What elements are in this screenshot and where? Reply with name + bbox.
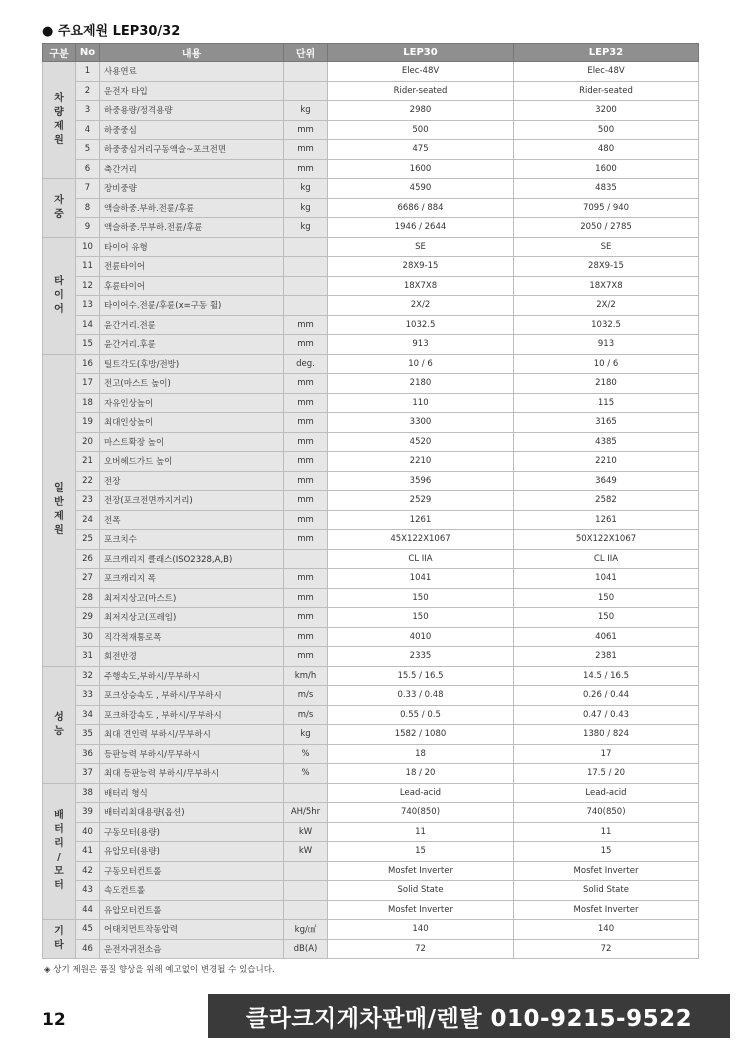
row-unit: mm [284,374,328,394]
table-row [43,471,699,491]
table-row [43,783,699,803]
row-value-lep30: 913 [328,335,514,355]
row-value-lep32: 4061 [514,627,699,647]
row-value-lep32: 115 [514,393,699,413]
row-value-lep30: Elec-48V [328,62,514,82]
row-value-lep32: 15 [514,842,699,862]
row-unit: mm [284,647,328,667]
group-label: 성 능 [43,666,76,783]
row-unit: kg [284,179,328,199]
row-name: 사용연료 [100,62,284,82]
row-value-lep32: 140 [514,920,699,940]
row-number: 7 [76,179,100,199]
row-name: 타이어 유형 [100,237,284,257]
row-name: 최대 견인력 부하시/무부하시 [100,725,284,745]
table-row [43,939,699,959]
row-value-lep32: 28X9-15 [514,257,699,277]
row-name: 최저지상고(마스트) [100,588,284,608]
table-row [43,647,699,667]
row-number: 2 [76,81,100,101]
table-row [43,452,699,472]
row-value-lep30: 15 [328,842,514,862]
row-name: 운전자귀전소음 [100,939,284,959]
row-value-lep32: 14.5 / 16.5 [514,666,699,686]
table-row [43,413,699,433]
row-name: 전장 [100,471,284,491]
row-value-lep30: 10 / 6 [328,354,514,374]
row-value-lep30: 150 [328,608,514,628]
row-value-lep32: 4385 [514,432,699,452]
row-value-lep32: 17 [514,744,699,764]
row-name: 전륜타이어 [100,257,284,277]
row-value-lep32: 50X122X1067 [514,530,699,550]
row-name: 액슬하중.무부하.전륜/후륜 [100,218,284,238]
row-number: 37 [76,764,100,784]
row-unit: mm [284,140,328,160]
row-value-lep30: Rider-seated [328,81,514,101]
row-value-lep30: 1946 / 2644 [328,218,514,238]
row-name: 자유인상높이 [100,393,284,413]
row-unit: mm [284,159,328,179]
table-row [43,627,699,647]
row-number: 26 [76,549,100,569]
row-value-lep32: 2050 / 2785 [514,218,699,238]
row-name: 주행속도,부하시/무부하시 [100,666,284,686]
row-number: 30 [76,627,100,647]
row-unit [284,783,328,803]
table-row [43,257,699,277]
row-number: 41 [76,842,100,862]
row-name: 포크치수 [100,530,284,550]
row-value-lep32: 1032.5 [514,315,699,335]
row-value-lep30: 4590 [328,179,514,199]
row-value-lep30: 1032.5 [328,315,514,335]
row-value-lep32: 2381 [514,647,699,667]
table-row [43,432,699,452]
table-row [43,881,699,901]
row-unit [284,81,328,101]
row-name: 축간거리 [100,159,284,179]
row-unit: % [284,764,328,784]
row-number: 39 [76,803,100,823]
row-name: 장비중량 [100,179,284,199]
row-value-lep32: 150 [514,588,699,608]
row-value-lep30: 6686 / 884 [328,198,514,218]
row-name: 포크캐리지 폭 [100,569,284,589]
row-name: 최저지상고(프레임) [100,608,284,628]
table-row [43,764,699,784]
row-number: 43 [76,881,100,901]
table-row [43,393,699,413]
row-unit: mm [284,335,328,355]
row-unit: kW [284,842,328,862]
row-value-lep32: 1261 [514,510,699,530]
row-unit: mm [284,413,328,433]
table-row [43,530,699,550]
row-value-lep30: 475 [328,140,514,160]
table-header-row [43,44,699,62]
row-value-lep30: 140 [328,920,514,940]
table-row [43,920,699,940]
row-unit: mm [284,530,328,550]
table-row [43,608,699,628]
row-value-lep30: Lead-acid [328,783,514,803]
group-label: 일 반 제 원 [43,354,76,666]
row-value-lep30: 2529 [328,491,514,511]
table-row [43,900,699,920]
row-value-lep30: 150 [328,588,514,608]
row-number: 13 [76,296,100,316]
row-value-lep32: 3200 [514,101,699,121]
row-unit: mm [284,627,328,647]
table-row [43,101,699,121]
row-value-lep30: 110 [328,393,514,413]
row-number: 15 [76,335,100,355]
row-value-lep30: 1582 / 1080 [328,725,514,745]
row-name: 유압모터컨트롤 [100,900,284,920]
row-value-lep30: 0.55 / 0.5 [328,705,514,725]
row-value-lep32: 740(850) [514,803,699,823]
row-name: 윤간거리.후륜 [100,335,284,355]
row-number: 33 [76,686,100,706]
row-value-lep30: 28X9-15 [328,257,514,277]
table-row [43,510,699,530]
contact-banner: 클라크지게차판매/렌탈 010-9215-9522 [208,994,730,1038]
row-number: 8 [76,198,100,218]
table-row [43,81,699,101]
row-value-lep30: 0.33 / 0.48 [328,686,514,706]
table-row [43,569,699,589]
row-value-lep32: 4835 [514,179,699,199]
table-row [43,374,699,394]
row-unit: mm [284,393,328,413]
row-name: 어태치먼트작동압력 [100,920,284,940]
row-name: 윤간거리.전륜 [100,315,284,335]
table-row [43,140,699,160]
row-value-lep30: 4010 [328,627,514,647]
row-value-lep30: 11 [328,822,514,842]
row-value-lep30: SE [328,237,514,257]
row-name: 하중중심 [100,120,284,140]
table-row [43,725,699,745]
row-unit: kg [284,725,328,745]
table-row [43,159,699,179]
row-number: 9 [76,218,100,238]
row-name: 운전자 타입 [100,81,284,101]
table-row [43,666,699,686]
row-value-lep30: 1041 [328,569,514,589]
table-row [43,861,699,881]
row-name: 포크상승속도 , 부하시/무부하시 [100,686,284,706]
row-value-lep32: CL IIA [514,549,699,569]
row-number: 6 [76,159,100,179]
row-value-lep32: Solid State [514,881,699,901]
row-unit: dB(A) [284,939,328,959]
row-name: 구동모터컨트롤 [100,861,284,881]
header-model-lep30: LEP30 [328,44,514,62]
row-value-lep30: 2210 [328,452,514,472]
table-row [43,588,699,608]
row-value-lep30: 1600 [328,159,514,179]
row-unit: km/h [284,666,328,686]
row-value-lep30: 72 [328,939,514,959]
row-unit: mm [284,471,328,491]
row-unit: kg [284,101,328,121]
row-number: 5 [76,140,100,160]
row-unit: m/s [284,705,328,725]
spec-table [42,43,699,959]
row-number: 23 [76,491,100,511]
row-value-lep32: 2582 [514,491,699,511]
table-row [43,842,699,862]
table-row [43,354,699,374]
group-label: 배 터 리 / 모 터 [43,783,76,920]
row-unit [284,861,328,881]
table-row [43,549,699,569]
row-value-lep32: 11 [514,822,699,842]
row-value-lep32: 18X7X8 [514,276,699,296]
row-name: 포크하강속도 , 부하시/무부하시 [100,705,284,725]
table-row [43,686,699,706]
row-number: 1 [76,62,100,82]
row-value-lep30: 18 [328,744,514,764]
row-name: 전폭 [100,510,284,530]
row-value-lep32: 0.47 / 0.43 [514,705,699,725]
row-unit: kW [284,822,328,842]
row-unit [284,62,328,82]
row-unit: % [284,744,328,764]
row-value-lep32: 150 [514,608,699,628]
row-value-lep30: 15.5 / 16.5 [328,666,514,686]
header-unit: 단위 [284,44,328,62]
row-name: 전장(포크전면까지거리) [100,491,284,511]
row-value-lep30: 740(850) [328,803,514,823]
group-label: 타 이 어 [43,237,76,354]
row-value-lep30: 4520 [328,432,514,452]
row-value-lep30: Mosfet Inverter [328,900,514,920]
row-name: 유압모터(용량) [100,842,284,862]
row-number: 25 [76,530,100,550]
row-value-lep30: 1261 [328,510,514,530]
row-number: 3 [76,101,100,121]
row-unit: mm [284,452,328,472]
row-value-lep30: CL IIA [328,549,514,569]
table-row [43,120,699,140]
row-number: 40 [76,822,100,842]
row-number: 24 [76,510,100,530]
table-row [43,705,699,725]
row-number: 17 [76,374,100,394]
group-label: 차 량 제 원 [43,62,76,179]
table-row [43,62,699,82]
row-number: 22 [76,471,100,491]
row-value-lep32: 2180 [514,374,699,394]
row-value-lep30: 3596 [328,471,514,491]
table-row [43,335,699,355]
row-unit: mm [284,588,328,608]
row-number: 31 [76,647,100,667]
row-unit: mm [284,608,328,628]
row-number: 46 [76,939,100,959]
row-value-lep32: 3649 [514,471,699,491]
row-unit: mm [284,432,328,452]
row-value-lep30: 18X7X8 [328,276,514,296]
table-row [43,237,699,257]
header-model-lep32: LEP32 [514,44,699,62]
row-value-lep32: 3165 [514,413,699,433]
row-number: 4 [76,120,100,140]
row-unit: mm [284,510,328,530]
row-name: 마스트확장 높이 [100,432,284,452]
row-name: 후륜타이어 [100,276,284,296]
row-value-lep30: Mosfet Inverter [328,861,514,881]
row-number: 32 [76,666,100,686]
table-row [43,803,699,823]
row-unit: kg [284,198,328,218]
header-group: 구분 [43,44,76,62]
row-number: 16 [76,354,100,374]
table-row [43,218,699,238]
row-value-lep32: 1380 / 824 [514,725,699,745]
page-title: ● 주요제원 LEP30/32 [42,24,181,39]
page-number: 12 [42,1010,66,1030]
row-unit [284,900,328,920]
row-value-lep32: Mosfet Inverter [514,900,699,920]
table-row [43,179,699,199]
row-unit: kg/㎠ [284,920,328,940]
row-name: 회전반경 [100,647,284,667]
header-name: 내용 [100,44,284,62]
row-number: 35 [76,725,100,745]
row-number: 12 [76,276,100,296]
row-name: 등판능력 부하시/무부하시 [100,744,284,764]
table-row [43,315,699,335]
row-name: 포크캐리지 클래스(ISO2328,A,B) [100,549,284,569]
row-number: 45 [76,920,100,940]
row-number: 29 [76,608,100,628]
row-number: 36 [76,744,100,764]
row-unit: kg [284,218,328,238]
row-value-lep32: 500 [514,120,699,140]
row-number: 20 [76,432,100,452]
row-unit: mm [284,120,328,140]
row-value-lep30: 500 [328,120,514,140]
row-unit: AH/5hr [284,803,328,823]
row-number: 19 [76,413,100,433]
row-unit [284,881,328,901]
row-name: 전고(마스트 높이) [100,374,284,394]
row-value-lep30: 2335 [328,647,514,667]
row-value-lep32: 2X/2 [514,296,699,316]
row-value-lep32: 0.26 / 0.44 [514,686,699,706]
row-unit [284,257,328,277]
row-name: 구동모터(용량) [100,822,284,842]
row-number: 18 [76,393,100,413]
row-name: 직각적재통로폭 [100,627,284,647]
row-number: 27 [76,569,100,589]
header-no: No [76,44,100,62]
row-name: 하중중심거리구동액슬~포크전면 [100,140,284,160]
row-unit: mm [284,315,328,335]
row-value-lep30: 2980 [328,101,514,121]
row-value-lep32: SE [514,237,699,257]
row-value-lep32: Mosfet Inverter [514,861,699,881]
row-name: 액슬하중.부하.전륜/후륜 [100,198,284,218]
spec-table-body [43,62,699,959]
row-unit: m/s [284,686,328,706]
table-row [43,491,699,511]
table-row [43,276,699,296]
row-value-lep30: 18 / 20 [328,764,514,784]
row-value-lep30: 45X122X1067 [328,530,514,550]
row-number: 44 [76,900,100,920]
row-unit [284,237,328,257]
row-unit [284,276,328,296]
row-name: 배터리 형식 [100,783,284,803]
row-value-lep30: 2X/2 [328,296,514,316]
table-row [43,822,699,842]
row-unit: mm [284,569,328,589]
group-label: 기 타 [43,920,76,959]
row-name: 배터리최대용량(옵션) [100,803,284,823]
row-number: 42 [76,861,100,881]
row-value-lep30: 2180 [328,374,514,394]
row-number: 10 [76,237,100,257]
row-name: 오버헤드가드 높이 [100,452,284,472]
row-value-lep32: 1600 [514,159,699,179]
row-number: 11 [76,257,100,277]
table-row [43,296,699,316]
row-unit [284,549,328,569]
row-value-lep32: 480 [514,140,699,160]
row-value-lep32: 17.5 / 20 [514,764,699,784]
row-value-lep30: Solid State [328,881,514,901]
row-name: 속도컨트롤 [100,881,284,901]
row-number: 28 [76,588,100,608]
row-number: 21 [76,452,100,472]
row-value-lep32: Rider-seated [514,81,699,101]
table-row [43,744,699,764]
row-value-lep32: 2210 [514,452,699,472]
row-value-lep32: Lead-acid [514,783,699,803]
row-value-lep30: 3300 [328,413,514,433]
row-name: 타이어수.전륜/후륜(x=구동 휠) [100,296,284,316]
group-label: 자 중 [43,179,76,238]
row-value-lep32: 913 [514,335,699,355]
row-name: 최대인상높이 [100,413,284,433]
row-number: 38 [76,783,100,803]
disclaimer-note: ◈ 상기 제원은 품질 향상을 위해 예고없이 변경될 수 있습니다. [44,965,275,975]
row-value-lep32: Elec-48V [514,62,699,82]
row-value-lep32: 10 / 6 [514,354,699,374]
row-unit [284,296,328,316]
row-unit: mm [284,491,328,511]
row-name: 최대 등판능력 부하시/무부하시 [100,764,284,784]
row-name: 틸트각도(후방/전방) [100,354,284,374]
row-number: 14 [76,315,100,335]
row-value-lep32: 7095 / 940 [514,198,699,218]
row-value-lep32: 1041 [514,569,699,589]
row-name: 하중용량/정격용량 [100,101,284,121]
row-value-lep32: 72 [514,939,699,959]
row-unit: deg. [284,354,328,374]
table-row [43,198,699,218]
row-number: 34 [76,705,100,725]
